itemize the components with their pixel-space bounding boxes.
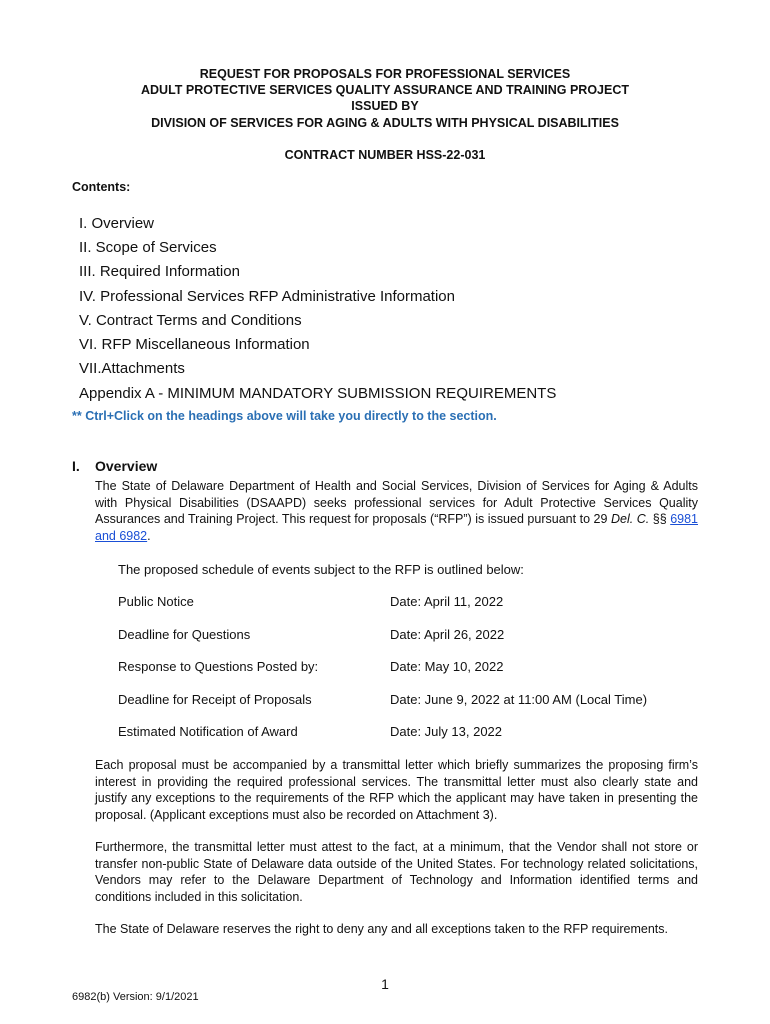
schedule-date: Date: April 11, 2022 [390, 594, 504, 609]
schedule-date: Date: July 13, 2022 [390, 724, 503, 739]
schedule-date: Date: April 26, 2022 [390, 627, 505, 642]
contract-number: CONTRACT NUMBER HSS-22-031 [284, 148, 486, 162]
section-title: Overview [95, 458, 158, 474]
schedule-date: Date: May 10, 2022 [390, 659, 504, 674]
statute-citation: Del. C. [610, 512, 650, 526]
schedule-event: Deadline for Questions [118, 627, 251, 642]
data-storage-paragraph: Furthermore, the transmittal letter must attest to the fact, at a minimum, that the Vendor shall not store or transfer non-public State of Delaware data outside of the United States. For technology related solicitations, Vendors may refer to the Delaware Department of Technology and Information identified terms and conditions included in this solicitation. [95, 840, 698, 904]
toc-item-attachments[interactable]: VII.Attachments [79, 360, 185, 377]
schedule-date: Date: June 9, 2022 at 11:00 AM (Local Time) [390, 692, 648, 707]
ctrl-click-note: ** Ctrl+Click on the headings above will take you directly to the section. [72, 409, 497, 423]
overview-intro-paragraph: The State of Delaware Department of Health and Social Services, Division of Services for Aging & Adults with Physical Disabilities (DSAAPD) seeks professional services for Adult Protective Services Quality Assurances and Training Project. This request for proposals (“RFP”) is issued pursuant to 29 Del. C. §§ 6981 and 6982. [95, 479, 698, 543]
schedule-event: Public Notice [118, 594, 194, 609]
toc-item-required-info[interactable]: III. Required Information [79, 263, 240, 280]
schedule-event: Response to Questions Posted by: [118, 659, 319, 674]
division-title: DIVISION OF SERVICES FOR AGING & ADULTS WITH PHYSICAL DISABILITIES [151, 116, 619, 130]
toc-item-contract-terms[interactable]: V. Contract Terms and Conditions [79, 312, 302, 329]
toc-item-admin-info[interactable]: IV. Professional Services RFP Administrative Information [79, 288, 455, 305]
statute-link[interactable]: 6981 and 6982 [95, 512, 698, 543]
section-number: I. [72, 458, 80, 474]
schedule-intro: The proposed schedule of events subject to the RFP is outlined below: [118, 562, 524, 577]
schedule-event: Deadline for Receipt of Proposals [118, 692, 312, 707]
page-number: 1 [381, 976, 389, 992]
toc-item-overview[interactable]: I. Overview [79, 215, 155, 232]
contents-label: Contents: [72, 180, 131, 194]
exceptions-paragraph: The State of Delaware reserves the right to deny any and all exceptions taken to the RFP requirements. [95, 922, 668, 936]
issued-by: ISSUED BY [351, 99, 419, 113]
toc-item-appendix-a[interactable]: Appendix A - MINIMUM MANDATORY SUBMISSION REQUIREMENTS [79, 385, 557, 402]
toc-item-scope[interactable]: II. Scope of Services [79, 239, 217, 256]
rfp-title: REQUEST FOR PROPOSALS FOR PROFESSIONAL SERVICES [199, 67, 571, 81]
toc-item-misc-info[interactable]: VI. RFP Miscellaneous Information [79, 336, 310, 353]
project-title: ADULT PROTECTIVE SERVICES QUALITY ASSURANCE AND TRAINING PROJECT [140, 83, 629, 97]
transmittal-letter-paragraph: Each proposal must be accompanied by a transmittal letter which briefly summarizes the proposing firm’s interest in providing the required professional services. The transmittal letter must also clearly state and justify any exceptions to the requirements of the RFP which the applicant may have taken in presenting the proposal. (Applicant exceptions must also be recorded on Attachment 3). [95, 758, 698, 822]
schedule-event: Estimated Notification of Award [118, 724, 298, 739]
version-footer: 6982(b) Version: 9/1/2021 [72, 991, 199, 1003]
